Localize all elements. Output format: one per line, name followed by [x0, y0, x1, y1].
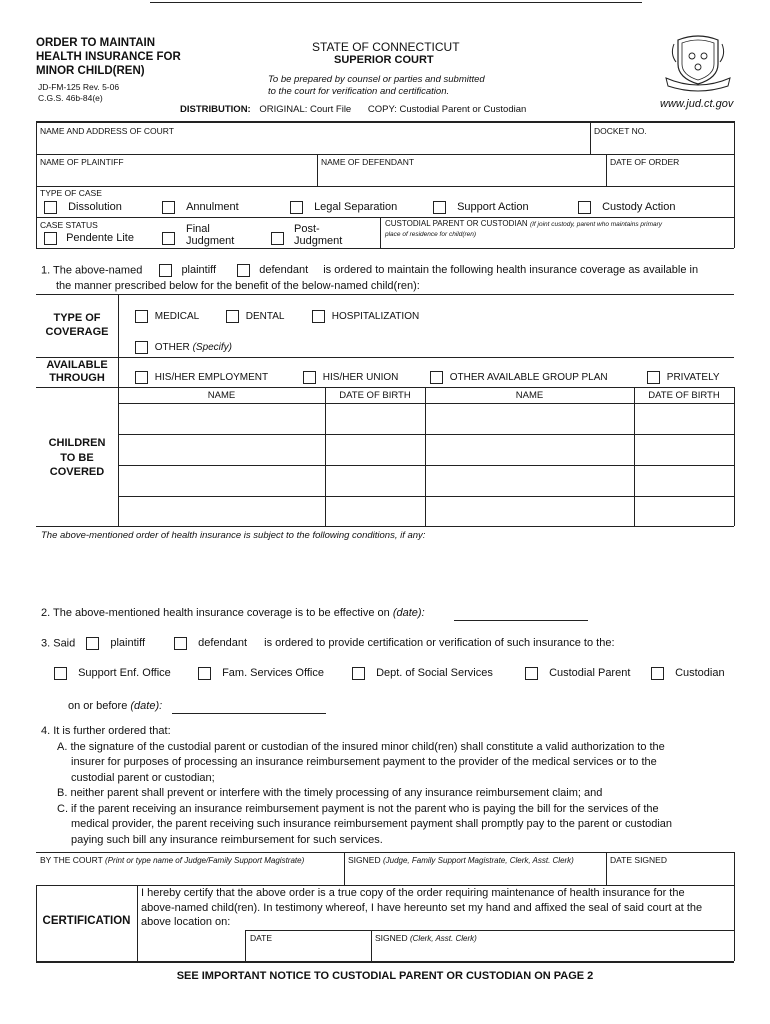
coverage-other-field[interactable] — [240, 341, 730, 355]
children-col-name-2: NAME — [515, 390, 544, 401]
court-signature-field[interactable] — [348, 866, 602, 883]
date-of-order-field[interactable] — [610, 168, 730, 184]
date-signed-field[interactable] — [610, 866, 730, 883]
instructions-line-2: to the court for verification and certification. — [268, 85, 450, 97]
form-title-line-1: ORDER TO MAINTAIN — [36, 37, 156, 49]
coverage-hospitalization-checkbox[interactable] — [312, 310, 325, 323]
distribution-copy: COPY: Custodial Parent or Custodian — [367, 104, 527, 115]
section3-fam-services-label: Fam. Services Office — [222, 667, 324, 680]
case-status-final-label-2: Judgment — [186, 235, 235, 247]
certification-signature-field[interactable] — [375, 944, 730, 959]
available-privately-label: PRIVATELY — [666, 372, 720, 384]
section3-social-services-label: Dept. of Social Services — [376, 667, 493, 680]
section4-a-line-3: custodial parent or custodian; — [71, 771, 215, 784]
case-status-final-label-1: Final — [186, 223, 210, 235]
distribution-original: ORIGINAL: Court File — [259, 104, 352, 115]
section3-defendant-label: defendant — [198, 637, 248, 650]
plaintiff-field[interactable] — [40, 168, 312, 184]
case-status-label: CASE STATUS — [40, 220, 98, 230]
docket-no-label: DOCKET NO. — [594, 126, 647, 136]
section4-c-line-1: C. if the parent receiving an insurance reimbursement payment is not the parent who is paying the bill for the services of the — [57, 802, 659, 815]
case-type-support-action-label: Support Action — [457, 201, 529, 214]
certification-date-field[interactable] — [250, 944, 367, 959]
section1-plaintiff-checkbox[interactable] — [159, 264, 172, 277]
children-col-dob-1: DATE OF BIRTH — [339, 390, 411, 401]
coverage-label-1: TYPE OF — [53, 312, 101, 324]
section2-date-label: (date): — [392, 607, 425, 619]
children-label-3: COVERED — [49, 466, 105, 478]
available-label-2: THROUGH — [49, 372, 105, 384]
coverage-hospitalization-label: HOSPITALIZATION — [331, 311, 420, 323]
state-seal-icon — [662, 34, 734, 92]
section3-social-services-checkbox[interactable] — [352, 667, 365, 680]
children-label-2: TO BE — [60, 451, 94, 464]
section3-defendant-checkbox[interactable] — [174, 637, 187, 650]
section4-intro: 4. It is further ordered that: — [41, 725, 171, 737]
state-title: STATE OF CONNECTICUT — [312, 40, 460, 54]
coverage-label-2: COVERAGE — [45, 326, 109, 338]
section3-date-label: (date): — [130, 700, 163, 712]
form-title-line-3: MINOR CHILD(REN) — [36, 65, 145, 77]
case-status-pendente-checkbox[interactable] — [44, 232, 57, 245]
available-union-checkbox[interactable] — [303, 371, 316, 384]
case-type-custody-action-checkbox[interactable] — [578, 201, 591, 214]
section1-prefix: 1. The above-named — [41, 264, 143, 277]
statute: C.G.S. 46b-84(e) — [38, 93, 103, 103]
court-name-address-field[interactable] — [40, 136, 586, 152]
section2-text: 2. The above-mentioned health insurance coverage is to be effective on — [41, 607, 390, 619]
section4-c-line-2: medical provider, the parent receiving such insurance reimbursement payment shall promptly pay to the parent or custodian — [71, 818, 673, 830]
section3-plaintiff-label: plaintiff — [110, 637, 146, 650]
coverage-other-label: OTHER — [154, 342, 190, 354]
section1-defendant-checkbox[interactable] — [237, 264, 250, 277]
coverage-dental-label: DENTAL — [245, 311, 285, 323]
section2-date-field[interactable] — [454, 620, 588, 621]
case-type-support-action-checkbox[interactable] — [433, 201, 446, 214]
section1-line-2: the manner prescribed below for the benefit of the below-named child(ren): — [56, 280, 420, 292]
website-link[interactable]: www.jud.ct.gov — [660, 98, 734, 110]
court-title: SUPERIOR COURT — [334, 54, 434, 66]
distribution-label: DISTRIBUTION: — [180, 104, 251, 115]
date-of-order-label: DATE OF ORDER — [610, 157, 680, 167]
section3-on-before: on or before — [68, 700, 128, 712]
section3-custodian-label: Custodian — [675, 667, 725, 680]
section4-c-line-3: paying such bill any insurance reimbursement for such services. — [71, 833, 383, 846]
defendant-label: NAME OF DEFENDANT — [321, 157, 415, 167]
defendant-field[interactable] — [321, 168, 601, 184]
child-4-name-field[interactable] — [427, 436, 632, 463]
child-4-dob-field[interactable] — [636, 436, 732, 463]
form-title-line-2: HEALTH INSURANCE FOR — [36, 51, 181, 63]
certification-line-2: above-named child(ren). In testimony whereof, I have hereunto set my hand and affixed the seal of said court at the — [141, 901, 703, 914]
certification-label: CERTIFICATION — [42, 915, 131, 927]
coverage-dental-checkbox[interactable] — [226, 310, 239, 323]
section3-fam-services-checkbox[interactable] — [198, 667, 211, 680]
docket-no-field[interactable] — [594, 136, 730, 152]
case-status-final-checkbox[interactable] — [162, 232, 175, 245]
coverage-medical-label: MEDICAL — [154, 311, 200, 323]
court-name-address-label: NAME AND ADDRESS OF COURT — [40, 126, 174, 136]
plaintiff-label: NAME OF PLAINTIFF — [40, 157, 124, 167]
by-court-field[interactable] — [40, 866, 340, 883]
case-type-dissolution-label: Dissolution — [68, 201, 122, 214]
custodial-note-2: place of residence for child(ren) — [385, 230, 477, 238]
coverage-other-specify: (Specify) — [192, 342, 233, 354]
conditions-field[interactable] — [41, 546, 731, 596]
footer-notice: SEE IMPORTANT NOTICE TO CUSTODIAL PARENT OR CUSTODIAN ON PAGE 2 — [176, 970, 594, 982]
certification-line-1: I hereby certify that the above order is a true copy of the order requiring maintenance of health insurance for the — [141, 887, 685, 899]
court-signed-label: SIGNED — [348, 855, 381, 865]
section3-date-field[interactable] — [172, 713, 326, 714]
certification-line-3: above location on: — [141, 916, 231, 928]
section3-plaintiff-checkbox[interactable] — [86, 637, 99, 650]
section4-b-line-1: B. neither parent shall prevent or interfere with the timely processing of any insurance reimbursement claim; and — [57, 787, 603, 799]
case-status-post-label-1: Post- — [294, 223, 320, 235]
section3-text: is ordered to provide certification or verification of such insurance to the: — [264, 637, 615, 650]
custodial-note-1: (If joint custody, parent who maintains primary — [529, 221, 663, 228]
case-status-post-checkbox[interactable] — [271, 232, 284, 245]
case-type-annulment-checkbox[interactable] — [162, 201, 175, 214]
certification-signed-label: SIGNED — [375, 933, 408, 943]
form-title — [36, 36, 181, 78]
case-status-pendente-label: Pendente Lite — [66, 232, 134, 245]
by-court-label: BY THE COURT — [40, 855, 103, 865]
child-3-dob-field[interactable] — [327, 436, 423, 463]
section1-defendant-label: defendant — [259, 264, 309, 277]
conditions-text: The above-mentioned order of health insurance is subject to the following conditions, if any: — [41, 530, 426, 541]
available-employment-checkbox[interactable] — [135, 371, 148, 384]
section3-custodial-parent-checkbox[interactable] — [525, 667, 538, 680]
case-type-custody-action-label: Custody Action — [602, 201, 676, 214]
certification-date-label: DATE — [250, 933, 273, 943]
certification-signed-note: (Clerk, Asst. Clerk) — [409, 934, 477, 943]
child-2-name-field[interactable] — [427, 405, 632, 432]
section1-plaintiff-label: plaintiff — [181, 264, 217, 277]
coverage-other-checkbox[interactable] — [135, 341, 148, 354]
instructions-line-1: To be prepared by counsel or parties and submitted — [268, 74, 485, 85]
case-status-post-label-2: Judgment — [294, 235, 343, 247]
custodial-parent-label: CUSTODIAL PARENT OR CUSTODIAN — [385, 219, 528, 228]
child-1-name-field[interactable] — [120, 405, 323, 432]
child-3-name-field[interactable] — [120, 436, 323, 463]
section3-support-enf-label: Support Enf. Office — [78, 667, 171, 680]
section4-a-line-2: insurer for purposes of processing an insurance reimbursement payment to the provider of the medical services or to the — [71, 756, 657, 768]
section3-custodian-checkbox[interactable] — [651, 667, 664, 680]
available-employment-label: HIS/HER EMPLOYMENT — [154, 372, 269, 384]
form-number: JD-FM-125 Rev. 5-06 — [38, 82, 120, 92]
available-privately-checkbox[interactable] — [647, 371, 660, 384]
case-type-legal-separation-label: Legal Separation — [314, 201, 398, 214]
case-type-label: TYPE OF CASE — [40, 188, 102, 198]
case-type-annulment-label: Annulment — [186, 201, 239, 214]
case-type-dissolution-checkbox[interactable] — [44, 201, 57, 214]
custodial-parent-field[interactable] — [385, 236, 730, 246]
available-group-plan-label: OTHER AVAILABLE GROUP PLAN — [449, 372, 608, 384]
section3-support-enf-checkbox[interactable] — [54, 667, 67, 680]
child-2-dob-field[interactable] — [636, 405, 732, 432]
case-type-legal-separation-checkbox[interactable] — [290, 201, 303, 214]
section3-custodial-parent-label: Custodial Parent — [549, 667, 631, 680]
children-col-name-1: NAME — [207, 390, 236, 401]
section1-text: is ordered to maintain the following health insurance coverage as available in — [323, 264, 699, 277]
available-group-plan-checkbox[interactable] — [430, 371, 443, 384]
section3-said: 3. Said — [41, 637, 76, 650]
child-1-dob-field[interactable] — [327, 405, 423, 432]
section4-a-line-1: A. the signature of the custodial parent or custodian of the insured minor child(ren) shall constitute a valid authorization to the — [57, 740, 665, 753]
available-union-label: HIS/HER UNION — [322, 372, 399, 384]
children-label-1: CHILDREN — [48, 437, 106, 449]
date-signed-label: DATE SIGNED — [610, 855, 667, 865]
children-col-dob-2: DATE OF BIRTH — [648, 390, 720, 401]
by-court-note: (Print or type name of Judge/Family Support Magistrate) — [105, 856, 305, 865]
available-label-1: AVAILABLE — [46, 359, 108, 371]
court-signed-note: (Judge, Family Support Magistrate, Clerk, Asst. Clerk) — [382, 856, 574, 865]
coverage-medical-checkbox[interactable] — [135, 310, 148, 323]
